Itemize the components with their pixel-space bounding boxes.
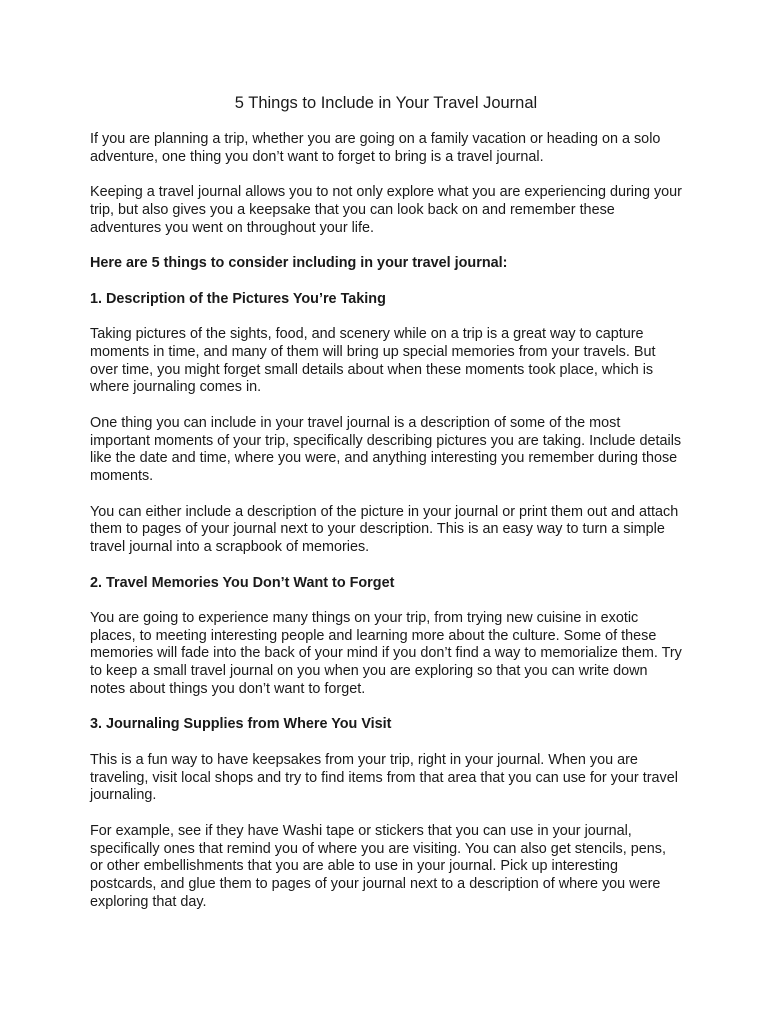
intro-paragraph-1: If you are planning a trip, whether you are going on a family vacation or heading on a solo adventure, one thing you don’t want to forget to bring is a travel journal. (90, 131, 661, 165)
section-1-paragraph-3: You can either include a description of the picture in your journal or print them out and attach them to pages of your journal next to your description. This is an easy way to turn a simple travel journal into a scrapbook of memories. (90, 503, 679, 556)
section-3-paragraph-2: For example, see if they have Washi tape or stickers that you can use in your journal, specifically ones that remind you of where you are visiting. You can also get stencils, pens, or other embellishments that you are able to use in your journal. Pick up interesting postcards, and glue them to pages of your journal next to a description of where you were exploring that day. (90, 822, 666, 911)
section-1-paragraph-1: Taking pictures of the sights, food, and scenery while on a trip is a great way to capture moments in time, and many of them will bring up special memories from your travels. But over time, you might forget small details about when these moments took place, which is where journaling comes in. (90, 325, 656, 396)
section-3-paragraph-1: This is a fun way to have keepsakes from your trip, right in your journal. When you are traveling, visit local shops and try to find items from that area that you can use for your travel journaling. (90, 751, 678, 804)
document-title: 5 Things to Include in Your Travel Journal (234, 94, 538, 112)
document-page (90, 93, 682, 929)
list-lead-in: Here are 5 things to consider including in your travel journal: (90, 255, 508, 272)
section-2-paragraph-1: You are going to experience many things on your trip, from trying new cuisine in exotic places, to meeting interesting people and learning more about the culture. Some of these memories will fade into the back of your mind if you don’t find a way to memorialize them. Try to keep a small travel journal on you when you are exploring so that you can write down notes about things you don’t want to forget. (90, 609, 682, 698)
section-1-heading: 1. Description of the Pictures You’re Taking (90, 290, 386, 307)
section-1-paragraph-2: One thing you can include in your travel journal is a description of some of the most important moments of your trip, specifically describing pictures you are taking. Include details like the date and time, where you were, and anything interesting you remember during those moments. (90, 414, 682, 485)
section-2-heading: 2. Travel Memories You Don’t Want to Forget (90, 574, 395, 591)
section-3-heading: 3. Journaling Supplies from Where You Visit (90, 716, 392, 733)
intro-paragraph-2: Keeping a travel journal allows you to not only explore what you are experiencing during your trip, but also gives you a keepsake that you can look back on and remember these adventures you went on throughout your life. (90, 184, 682, 236)
